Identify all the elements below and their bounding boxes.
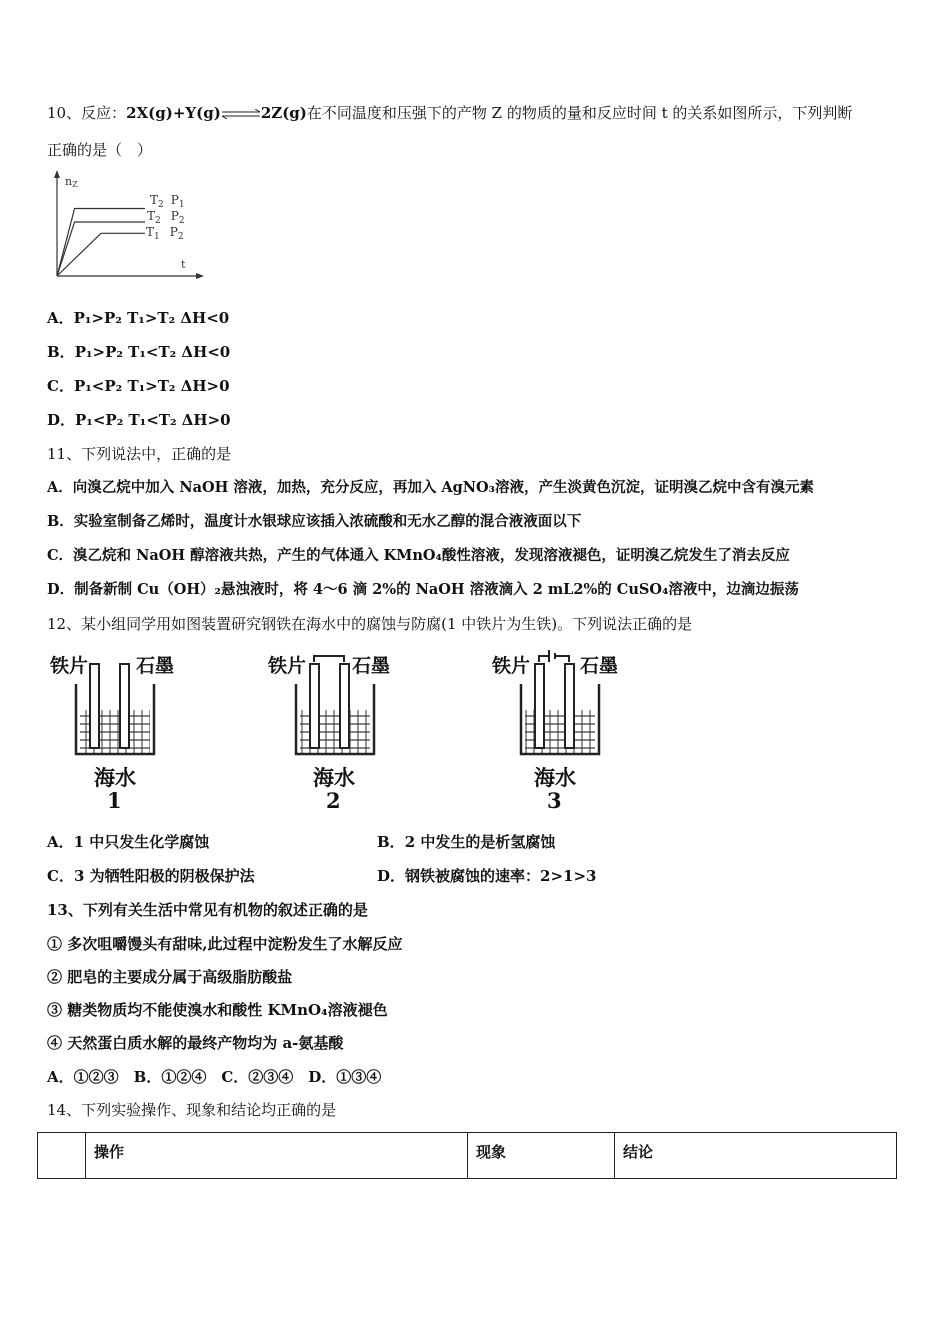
q12-option-a[interactable]: A．1 中只发生化学腐蚀 bbox=[47, 833, 210, 851]
series-line-t1-p2 bbox=[57, 233, 145, 276]
q10-option-b[interactable]: B．P₁>P₂ T₁<T₂ ΔH<0 bbox=[47, 343, 231, 361]
series-label-t2p2: $T_2$ $P_2$ bbox=[147, 209, 185, 226]
table-header-cell-operation: 操作 bbox=[86, 1133, 468, 1179]
apparatus-1 bbox=[49, 654, 174, 813]
series-line-t2-p2 bbox=[57, 222, 145, 276]
q11-option-b[interactable]: B．实验室制备乙烯时，温度计水银球应该插入浓硫酸和无水乙醇的混合液液面以下 bbox=[47, 513, 582, 530]
table-header-row bbox=[38, 1133, 897, 1179]
q12-stem: 12、某小组同学用如图装置研究钢铁在海水中的腐蚀与防腐(1 中铁片为生铁)。下列说法正确的是 bbox=[47, 615, 693, 633]
y-axis-label: nZ bbox=[65, 175, 78, 189]
series-line-t2-p1 bbox=[57, 209, 145, 277]
apparatus-3 bbox=[491, 650, 618, 813]
x-axis-label: t bbox=[181, 258, 186, 271]
q13-item-3: ③ 糖类物质均不能使溴水和酸性 KMnO₄溶液褪色 bbox=[47, 1001, 388, 1019]
q11-option-c[interactable]: C．溴乙烷和 NaOH 醇溶液共热，产生的气体通入 KMnO₄酸性溶液，发现溶液褪色，证明溴乙烷发生了消去反应 bbox=[47, 547, 790, 564]
q13-item-2: ② 肥皂的主要成分属于高级脂肪酸盐 bbox=[47, 968, 293, 986]
table-header-cell-conclusion: 结论 bbox=[615, 1133, 897, 1179]
q10-option-d[interactable]: D．P₁<P₂ T₁<T₂ ΔH>0 bbox=[47, 411, 231, 429]
q12-option-d[interactable]: D．钢铁被腐蚀的速率：2>1>3 bbox=[377, 867, 597, 885]
q11-stem: 11、下列说法中，正确的是 bbox=[47, 445, 232, 463]
table-header-cell-phenomenon: 现象 bbox=[468, 1133, 615, 1179]
q10-stem-line2: 正确的是（ ） bbox=[47, 141, 153, 159]
q13-stem: 13、下列有关生活中常见有机物的叙述正确的是 bbox=[47, 901, 368, 919]
q14-stem: 14、下列实验操作、现象和结论均正确的是 bbox=[47, 1101, 337, 1119]
series-layer bbox=[57, 209, 145, 277]
q13-item-1: ① 多次咀嚼馒头有甜味,此过程中淀粉发生了水解反应 bbox=[47, 935, 403, 953]
q11-option-d[interactable]: D．制备新制 Cu（OH）₂悬浊液时，将 4～6 滴 2%的 NaOH 溶液滴入 2 mL2%的 CuSO₄溶液中，边滴边振荡 bbox=[47, 581, 799, 598]
apparatus-1-number: 1 bbox=[107, 788, 122, 813]
q10-right-side: 2Z(g) bbox=[260, 104, 307, 122]
apparatus-3-medium: 海水 bbox=[534, 765, 576, 790]
q12-apparatus-figure bbox=[42, 648, 642, 813]
q10-option-a[interactable]: A．P₁>P₂ T₁>T₂ ΔH<0 bbox=[47, 309, 230, 327]
q12-option-b[interactable]: B．2 中发生的是析氢腐蚀 bbox=[377, 833, 556, 851]
q10-option-c[interactable]: C．P₁<P₂ T₁>T₂ ΔH>0 bbox=[47, 377, 230, 395]
apparatus-3-right-label: 石墨 bbox=[580, 655, 619, 677]
x-axis-arrow-icon bbox=[196, 273, 204, 279]
apparatus-2-medium: 海水 bbox=[313, 765, 355, 790]
apparatus-3-left-label: 铁片 bbox=[492, 655, 531, 677]
equilibrium-arrow-icon bbox=[221, 109, 261, 119]
table-header-cell-index bbox=[38, 1133, 86, 1179]
q13-item-4: ④ 天然蛋白质水解的最终产物均为 a-氨基酸 bbox=[47, 1034, 344, 1052]
q14-table bbox=[37, 1132, 897, 1179]
apparatus-3-number: 3 bbox=[547, 788, 562, 813]
apparatus-1-right-label: 石墨 bbox=[136, 655, 175, 677]
apparatus-2 bbox=[267, 654, 390, 813]
q10-stem-line1 bbox=[47, 103, 852, 123]
q10-chart bbox=[40, 168, 210, 280]
q10-left-side: 2X(g)+Y(g) bbox=[126, 104, 221, 122]
q11-option-a[interactable]: A．向溴乙烷中加入 NaOH 溶液，加热，充分反应，再加入 AgNO₃溶液，产生淡黄色沉淀，证明溴乙烷中含有溴元素 bbox=[47, 479, 815, 496]
apparatus-2-number: 2 bbox=[326, 788, 341, 813]
q10-prefix: 10、反应： bbox=[47, 104, 127, 122]
q10-suffix: 在不同温度和压强下的产物 Z 的物质的量和反应时间 t 的关系如图所示，下列判断 bbox=[306, 104, 853, 122]
q13-options[interactable]: A．①②③ B．①②④ C．②③④ D．①③④ bbox=[47, 1068, 382, 1086]
q12-option-c[interactable]: C．3 为牺牲阳极的阴极保护法 bbox=[47, 867, 255, 885]
apparatus-2-left-label: 铁片 bbox=[268, 655, 307, 677]
apparatus-1-left-label: 铁片 bbox=[50, 655, 89, 677]
series-label-t2p1: $T_2$ $P_1$ bbox=[150, 193, 185, 210]
y-axis-arrow-icon bbox=[54, 170, 60, 178]
apparatus-1-medium: 海水 bbox=[94, 765, 136, 790]
apparatus-2-right-label: 石墨 bbox=[352, 655, 391, 677]
series-label-t1p2: $T_1$ $P_2$ bbox=[146, 225, 184, 242]
